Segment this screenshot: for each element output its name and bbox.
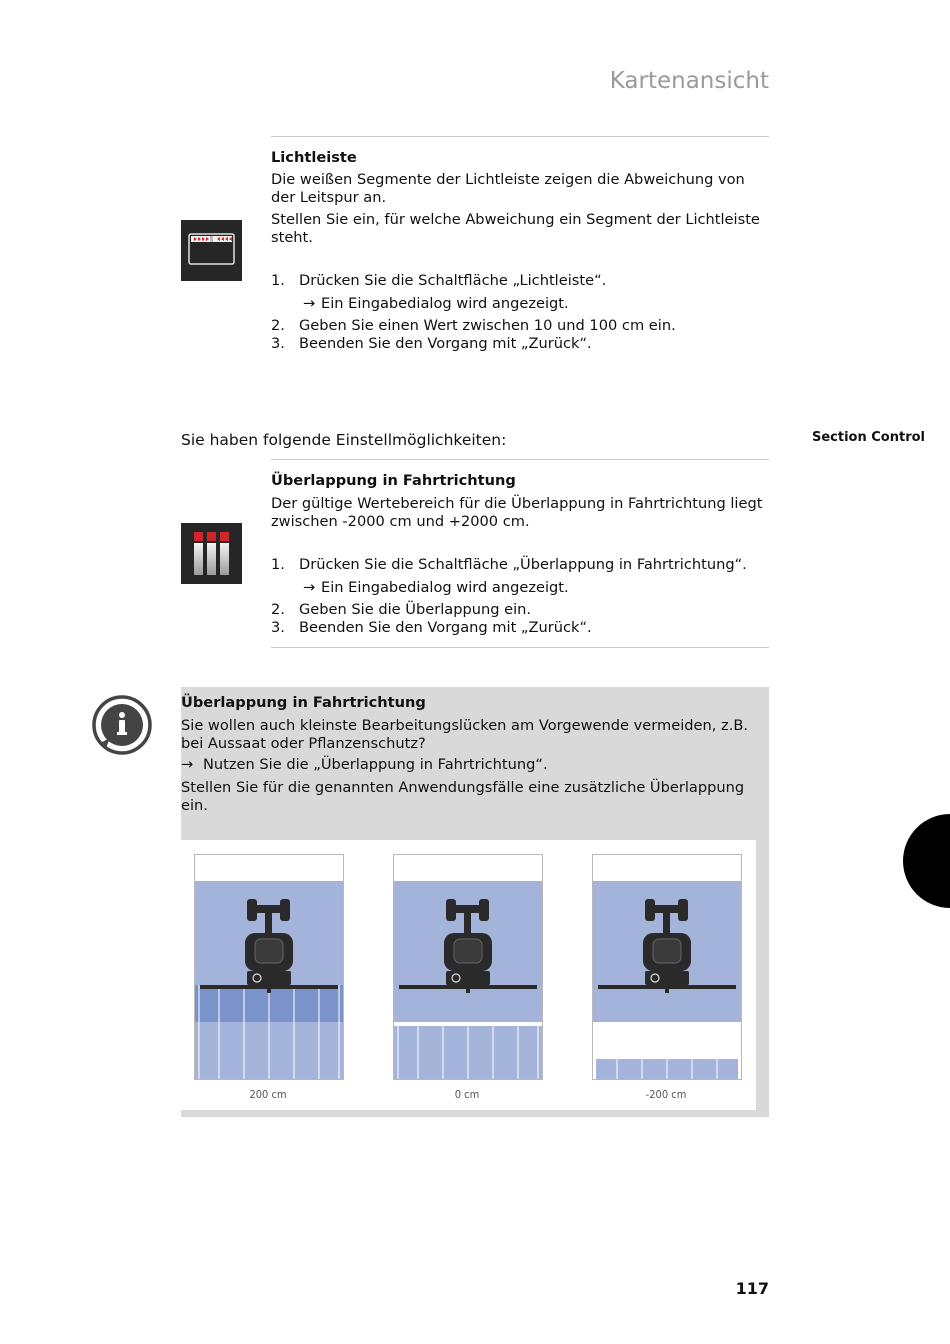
chapter-tab-marker <box>903 814 950 908</box>
step-result: Ein Eingabedialog wird angezeigt. <box>321 295 569 312</box>
note-heading: Überlappung in Fahrtrichtung <box>181 694 426 711</box>
lightbar-description: Die weißen Segmente der Lichtleiste zeigen die Abweichung von der Leitspur an. <box>271 171 745 206</box>
overlap-description: Der gültige Wertebereich für die Überlappung in Fahrtrichtung liegt zwischen -2000 cm und +2000 cm. <box>271 495 763 530</box>
divider <box>271 459 769 460</box>
page-header-title: Kartenansicht <box>609 68 769 94</box>
scenario-panel <box>592 854 742 1080</box>
step-text: Drücken Sie die Schaltfläche „Überlappung in Fahrtrichtung“. <box>299 556 747 573</box>
overlap-heading: Überlappung in Fahrtrichtung <box>271 472 516 489</box>
scenario-panel <box>194 854 344 1080</box>
overlap-icon[interactable] <box>181 523 242 584</box>
lightbar-instruction: Stellen Sie ein, für welche Abweichung ein Segment der Lichtleiste steht. <box>271 211 760 246</box>
row-lines <box>394 1022 542 1079</box>
step-number: 1. <box>271 272 285 289</box>
row-lines <box>195 985 343 1079</box>
info-icon <box>90 694 154 758</box>
arrow-icon: → <box>303 295 316 312</box>
step-text: Beenden Sie den Vorgang mit „Zurück“. <box>299 619 592 636</box>
scenario-caption: 200 cm <box>249 1088 287 1101</box>
step-text: Beenden Sie den Vorgang mit „Zurück“. <box>299 335 592 352</box>
scenario-panel <box>393 854 543 1080</box>
lightbar-heading: Lichtleiste <box>271 149 357 166</box>
overlap-figure <box>181 840 756 1110</box>
scenario-caption: -200 cm <box>645 1088 687 1101</box>
divider <box>271 647 769 648</box>
step-text: Geben Sie einen Wert zwischen 10 und 100 cm ein. <box>299 317 676 334</box>
step-number: 3. <box>271 619 285 636</box>
step-number: 1. <box>271 556 285 573</box>
step-number: 2. <box>271 601 285 618</box>
settings-intro: Sie haben folgende Einstellmöglichkeiten: <box>181 431 507 449</box>
tractor-icon <box>195 895 343 995</box>
tractor-icon <box>593 895 741 995</box>
arrow-icon: → <box>303 579 316 596</box>
note-question: Sie wollen auch kleinste Bearbeitungslücken am Vorgewende vermeiden, z.B. bei Aussaat oder Pflanzenschutz? <box>181 717 748 752</box>
row-lines <box>593 1059 741 1079</box>
scenario-caption: 0 cm <box>454 1088 480 1101</box>
arrow-icon: → <box>181 756 194 773</box>
page-number: 117 <box>735 1279 769 1298</box>
step-result: Ein Eingabedialog wird angezeigt. <box>321 579 569 596</box>
note-hint: Nutzen Sie die „Überlappung in Fahrtrichtung“. <box>203 756 548 773</box>
step-text: Geben Sie die Überlappung ein. <box>299 601 532 618</box>
step-number: 3. <box>271 335 285 352</box>
tractor-icon <box>394 895 542 995</box>
lightbar-icon[interactable] <box>181 220 242 281</box>
step-text: Drücken Sie die Schaltfläche „Lichtleiste“. <box>299 272 607 289</box>
section-label: Section Control <box>811 430 925 445</box>
note-recommendation: Stellen Sie für die genannten Anwendungsfälle eine zusätzliche Überlappung ein. <box>181 779 745 814</box>
step-number: 2. <box>271 317 285 334</box>
divider <box>271 136 769 137</box>
